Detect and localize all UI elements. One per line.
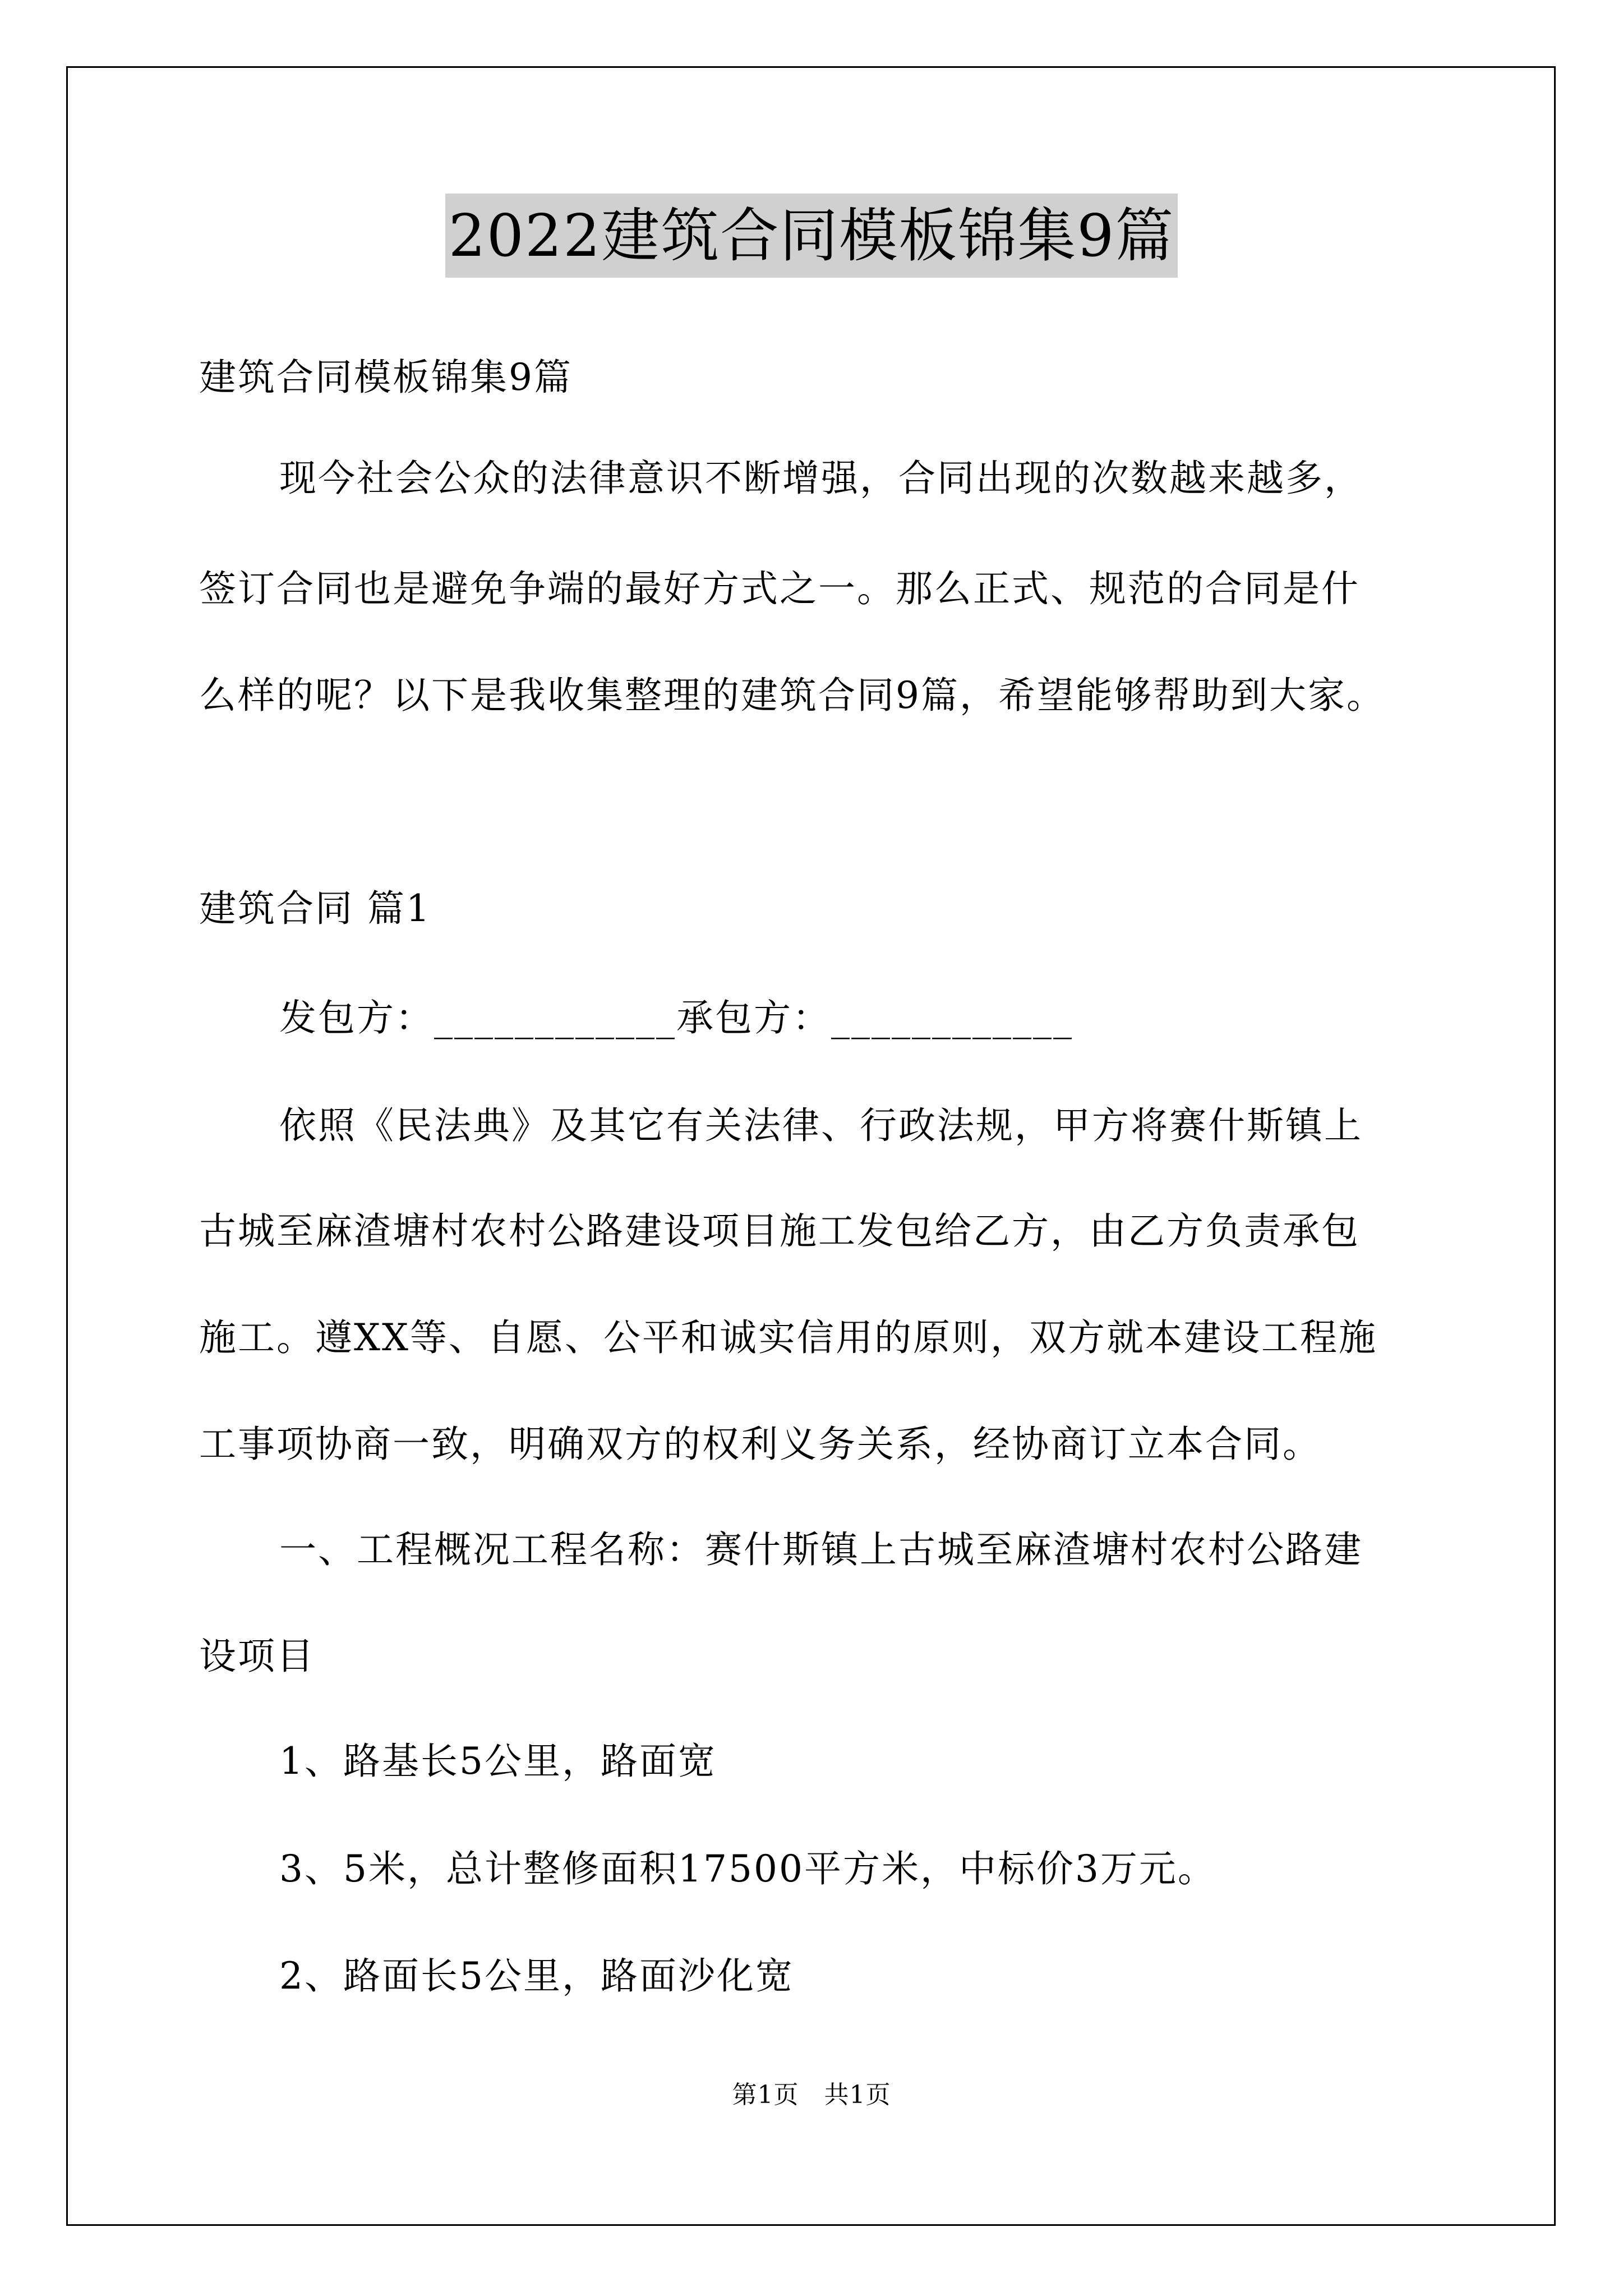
page-footer: 第1页 共1页 [732, 2081, 891, 2109]
paragraph-line: 依照《民法典》及其它有关法律、行政法规，甲方将赛什斯镇上 [279, 1104, 1363, 1147]
list-item: 2、路面长5公里，路面沙化宽 [279, 1954, 794, 1998]
paragraph-line: 现今社会公众的法律意识不断增强，合同出现的次数越来越多， [279, 457, 1363, 500]
section-heading: 建筑合同 篇1 [199, 887, 431, 930]
paragraph-line: 么样的呢？以下是我收集整理的建筑合同9篇，希望能够帮助到大家。 [199, 674, 1385, 717]
paragraph-line: 一、工程概况工程名称：赛什斯镇上古城至麻渣塘村农村公路建 [279, 1528, 1363, 1571]
paragraph-line: 签订合同也是避免争端的最好方式之一。那么正式、规范的合同是什 [199, 567, 1360, 610]
paragraph-line: 工事项协商一致，明确双方的权利义务关系，经协商订立本合同。 [199, 1423, 1321, 1466]
list-item: 1、路基长5公里，路面宽 [279, 1740, 717, 1783]
paragraph-line: 古城至麻渣塘村农村公路建设项目施工发包给乙方，由乙方负责承包 [199, 1209, 1360, 1253]
document-title: 2022建筑合同模板锦集9篇 [445, 194, 1178, 278]
title-container [0, 194, 1623, 278]
parties-line: 发包方：____________承包方：____________ [279, 996, 1073, 1039]
subtitle-line: 建筑合同模板锦集9篇 [199, 356, 573, 399]
paragraph-line: 设项目 [199, 1635, 315, 1678]
list-item: 3、5米，总计整修面积17500平方米，中标价3万元。 [279, 1847, 1216, 1890]
paragraph-line: 施工。遵XX等、自愿、公平和诚实信用的原则，双方就本建设工程施 [199, 1316, 1377, 1359]
